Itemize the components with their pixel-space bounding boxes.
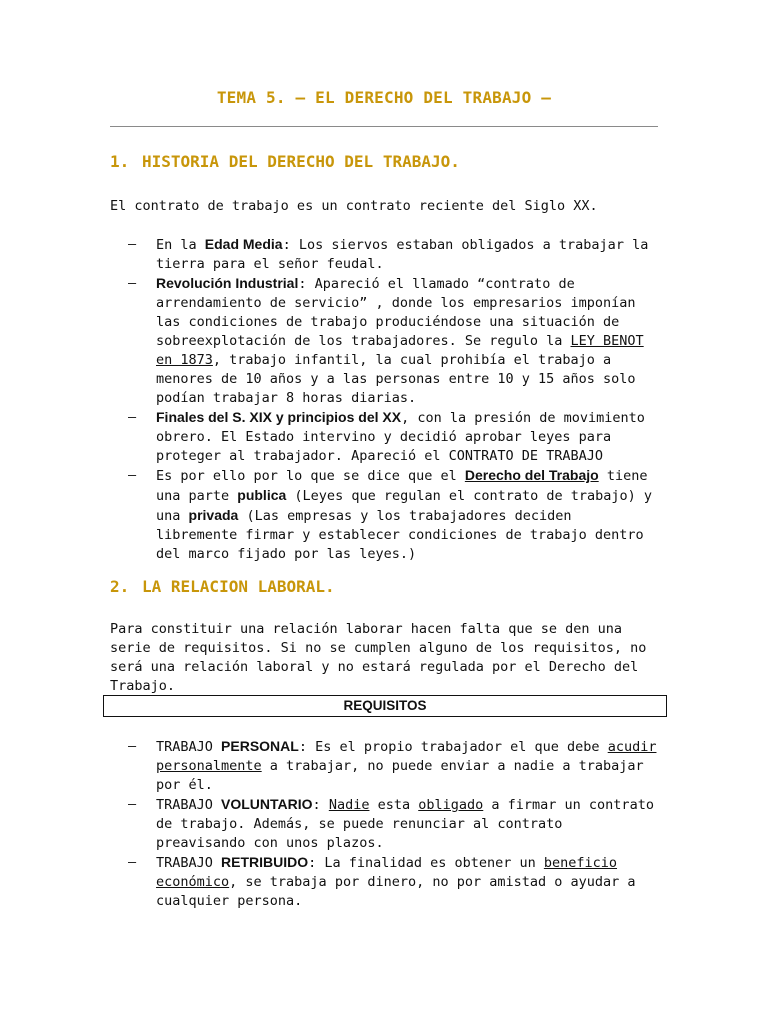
list-item: – Finales del S. XIX y principios del XX, con la presión de movimiento obrero. El Estado intervino y decidió aprobar leyes para proteger al trabajador. Apareció el CONTRATO DE TRABAJO (128, 409, 645, 464)
requisitos-box: REQUISITOS (103, 695, 667, 717)
section-1-number: 1. (110, 152, 130, 171)
list-item: – TRABAJO RETRIBUIDO: La finalidad es obtener un beneficio económico, se trabaja por dinero, no por amistad o ayudar a cualquier persona. (128, 854, 636, 909)
title-divider (110, 126, 658, 127)
bold-term: PERSONAL (221, 738, 299, 754)
bold-term: Edad Media (204, 236, 283, 252)
underlined-term: LEY BENOT en 1873 (156, 333, 644, 368)
underlined-term: beneficio económico (156, 855, 618, 890)
document-title: TEMA 5. – EL DERECHO DEL TRABAJO – (216, 88, 552, 107)
bold-term: VOLUNTARIO (221, 796, 313, 812)
list-item: – Es por ello por lo que se dice que el Derecho del Trabajo tiene una parte publica (Leyes que regulan el contrato de trabajo) y una privada (Las empresas y los trabajadores deciden libremente firmar y establecer condiciones de trabajo dentro del marco fijado por las leyes.) (128, 467, 653, 562)
list-item: – TRABAJO VOLUNTARIO: Nadie esta obligado a firmar un contrato de trabajo. Además, se puede renunciar al contrato preavisando con unos plazos. (128, 796, 654, 851)
section-1-list (110, 235, 658, 564)
bold-term: RETRIBUIDO (221, 854, 309, 870)
section-2-intro: Para constituir una relación laborar hacen falta que se den una serie de requisitos. Si no se cumplen alguno de los requisitos, no será una relación laboral y no estará regulada por el Derecho del Trabajo. (110, 621, 647, 694)
bold-term: Revolución Industrial (156, 275, 299, 291)
underlined-term: obligado (418, 797, 484, 813)
underlined-term: acudir personalmente (156, 739, 657, 774)
list-item: – En la Edad Media: Los siervos estaban obligados a trabajar la tierra para el señor feudal. (128, 236, 649, 272)
underlined-term: Nadie (328, 797, 370, 813)
section-2-list (110, 737, 658, 911)
section-2-title: LA RELACION LABORAL. (142, 577, 335, 596)
bold-term: privada (188, 507, 239, 523)
section-1-intro: El contrato de trabajo es un contrato reciente del Siglo XX. (110, 198, 598, 214)
bold-term: Finales del S. XIX y principios del XX (156, 409, 402, 425)
list-item: – Revolución Industrial: Apareció el llamado “contrato de arrendamiento de servicio” , donde los empresarios imponían las condiciones de trabajo produciéndose una situación de sobreexplotación de los trabajadores. Se regulo la LEY BENOT en 1873, trabajo infantil, la cual prohibía el trabajo a menores de 10 años y a las personas entre 10 y 15 años solo podían trabajar 8 horas diarias. (128, 275, 644, 406)
section-2-heading (110, 577, 335, 596)
list-item: – TRABAJO PERSONAL: Es el propio trabajador el que debe acudir personalmente a trabajar, no puede enviar a nadie a trabajar por él. (128, 738, 657, 793)
section-1-title: HISTORIA DEL DERECHO DEL TRABAJO. (142, 152, 460, 171)
section-1-heading (110, 152, 460, 171)
section-2-number: 2. (110, 577, 130, 596)
bold-term: publica (237, 487, 287, 503)
bold-underlined-term: Derecho del Trabajo (464, 467, 599, 483)
